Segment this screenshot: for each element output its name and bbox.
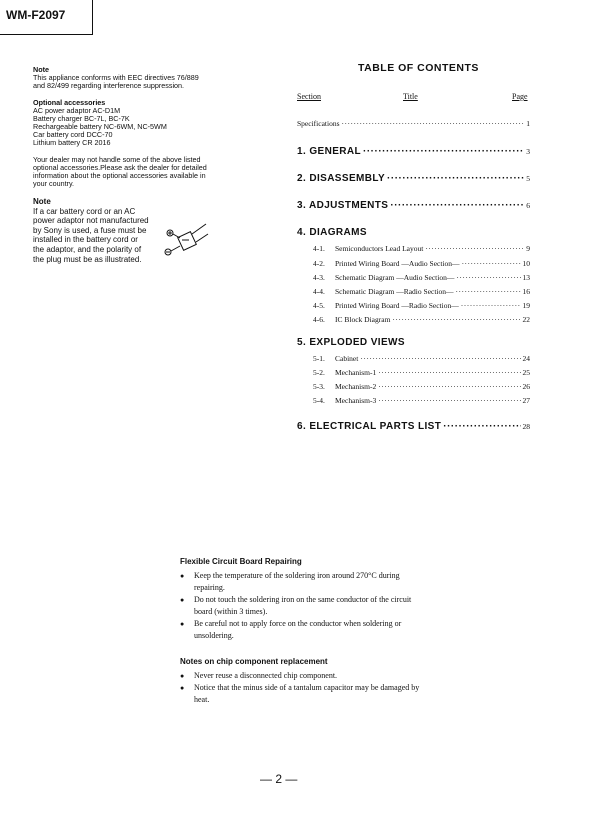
toc-subentry-page: 16	[522, 287, 530, 296]
toc-subentry-page: 13	[522, 273, 530, 282]
repair-heading: Flexible Circuit Board Repairing	[180, 557, 302, 566]
toc-section-page: 3	[526, 147, 530, 156]
chip-item: ● Notice that the minus side of a tantalum capacitor may be damaged by heat.	[180, 682, 420, 706]
toc-subentry-label: Schematic Diagram —Audio Section—	[335, 273, 455, 282]
toc-section-adjustments	[297, 200, 530, 211]
accessory-item: AC power adaptor AC-D1M	[33, 106, 121, 115]
toc-subentry-page: 19	[522, 301, 530, 310]
toc-subentry-label: Mechanism-3	[335, 396, 377, 405]
toc-subentry-page: 10	[522, 259, 530, 268]
toc-subentry-num: 5-1.	[313, 354, 325, 363]
note-line: and 82/499 regarding interference suppression.	[33, 81, 185, 90]
model-label-box	[0, 0, 93, 35]
toc-subentry-label: IC Block Diagram	[335, 315, 391, 324]
toc-subentry	[313, 273, 530, 282]
dealer-line: your country.	[33, 179, 75, 188]
accessory-item: Battery charger BC-7L, BC-7K	[33, 114, 130, 123]
model-label: WM-F2097	[6, 8, 66, 22]
col-header-page: Page	[512, 92, 528, 101]
note-line: This appliance conforms with EEC directives 76/889	[33, 73, 199, 82]
repair-item: ● Keep the temperature of the soldering iron around 270°C during repairing.	[180, 570, 420, 594]
toc-subentry-label: Schematic Diagram —Radio Section—	[335, 287, 454, 296]
note-heading: Note	[33, 65, 49, 74]
toc-subentry	[313, 368, 530, 377]
fuse-line: installed in the battery cord or	[33, 235, 138, 245]
toc-subentry	[313, 315, 530, 324]
eec-note	[33, 66, 258, 90]
toc-subentry-page: 24	[522, 354, 530, 363]
toc-subentry	[313, 382, 530, 391]
toc-section-page: 28	[522, 422, 530, 431]
chip-notes	[180, 656, 420, 706]
toc-entry-label: Specifications	[297, 119, 340, 128]
toc-subentry-num: 5-2.	[313, 368, 325, 377]
toc-section-label: 3. ADJUSTMENTS	[297, 200, 389, 211]
toc-subentry-num: 4-4.	[313, 287, 325, 296]
note-heading: Note	[33, 197, 51, 206]
toc-section-general	[297, 146, 530, 157]
toc-subentry-label: Mechanism-2	[335, 382, 377, 391]
accessory-item: Lithium battery CR 2016	[33, 138, 111, 147]
toc-section-diagrams: 4. DIAGRAMS	[297, 227, 367, 238]
accessories-heading: Optional accessories	[33, 98, 106, 107]
dealer-note	[33, 156, 258, 188]
toc-subentry-label: Cabinet	[335, 354, 359, 363]
fuse-line: by Sony is used, a fuse must be	[33, 225, 147, 235]
toc-section-label: 1. GENERAL	[297, 146, 362, 157]
plug-polarity-illustration	[162, 222, 210, 264]
toc-subentry	[313, 396, 530, 405]
dealer-line: optional accessories.Please ask the dealer for detailed	[33, 163, 207, 172]
toc-subentry-page: 27	[522, 396, 530, 405]
toc-section-page: 5	[526, 174, 530, 183]
toc-subentry-num: 4-5.	[313, 301, 325, 310]
col-header-section: Section	[297, 92, 321, 101]
fuse-line: the plug must be as illustrated.	[33, 254, 142, 264]
left-notes	[33, 66, 258, 273]
repair-notes	[180, 556, 420, 642]
fuse-note	[33, 197, 258, 264]
repair-item: ● Do not touch the soldering iron on the same conductor of the circuit board (within 3 times).	[180, 594, 420, 618]
chip-item: ● Never reuse a disconnected chip component.	[180, 670, 420, 682]
accessory-item: Car battery cord DCC-70	[33, 130, 113, 139]
fuse-line: the adaptor, and the polarity of	[33, 244, 142, 254]
toc-subentry	[313, 287, 530, 296]
accessory-item: Rechargeable battery NC-6WM, NC-5WM	[33, 122, 167, 131]
toc-subentry-page: 25	[522, 368, 530, 377]
toc-subentry-page: 26	[522, 382, 530, 391]
accessories-block	[33, 99, 258, 147]
toc-subentry	[313, 259, 530, 268]
dealer-line: Your dealer may not handle some of the above listed	[33, 155, 201, 164]
fuse-line: power adaptor not manufactured	[33, 216, 149, 226]
toc-title: TABLE OF CONTENTS	[358, 62, 479, 74]
toc-section-electrical-parts	[297, 421, 530, 432]
toc-subentry-num: 5-3.	[313, 382, 325, 391]
toc-entry-specifications	[297, 119, 530, 128]
toc-subentry-num: 5-4.	[313, 396, 325, 405]
toc-entry-page: 1	[526, 119, 530, 128]
toc-section-page: 6	[526, 201, 530, 210]
toc-subentry-num: 4-6.	[313, 315, 325, 324]
toc-subentry-label: Mechanism-1	[335, 368, 377, 377]
toc-subentry-num: 4-1.	[313, 244, 325, 253]
repair-item: ● Be careful not to apply force on the conductor when soldering or unsoldering.	[180, 618, 420, 642]
toc-subentry	[313, 301, 530, 310]
toc-subentry-num: 4-2.	[313, 259, 325, 268]
toc-subentry-label: Printed Wiring Board —Radio Section—	[335, 301, 459, 310]
chip-heading: Notes on chip component replacement	[180, 657, 328, 666]
toc-section-exploded-views: 5. EXPLODED VIEWS	[297, 337, 405, 348]
dealer-line: information about the optional accessories available in	[33, 171, 206, 180]
toc-section-label: 2. DISASSEMBLY	[297, 173, 386, 184]
toc-subentry-page: 9	[526, 244, 530, 253]
toc-subentry-page: 22	[522, 315, 530, 324]
toc-section-label: 6. ELECTRICAL PARTS LIST	[297, 421, 442, 432]
toc-subentry-label: Semiconductors Lead Layout	[335, 244, 424, 253]
fuse-line: If a car battery cord or an AC	[33, 206, 136, 216]
toc-subentry	[313, 244, 530, 253]
toc-subentry	[313, 354, 530, 363]
toc-subentry-label: Printed Wiring Board —Audio Section—	[335, 259, 460, 268]
col-header-title: Title	[403, 92, 418, 101]
toc-subentry-num: 4-3.	[313, 273, 325, 282]
page-number: — 2 —	[260, 772, 298, 786]
toc-section-disassembly	[297, 173, 530, 184]
